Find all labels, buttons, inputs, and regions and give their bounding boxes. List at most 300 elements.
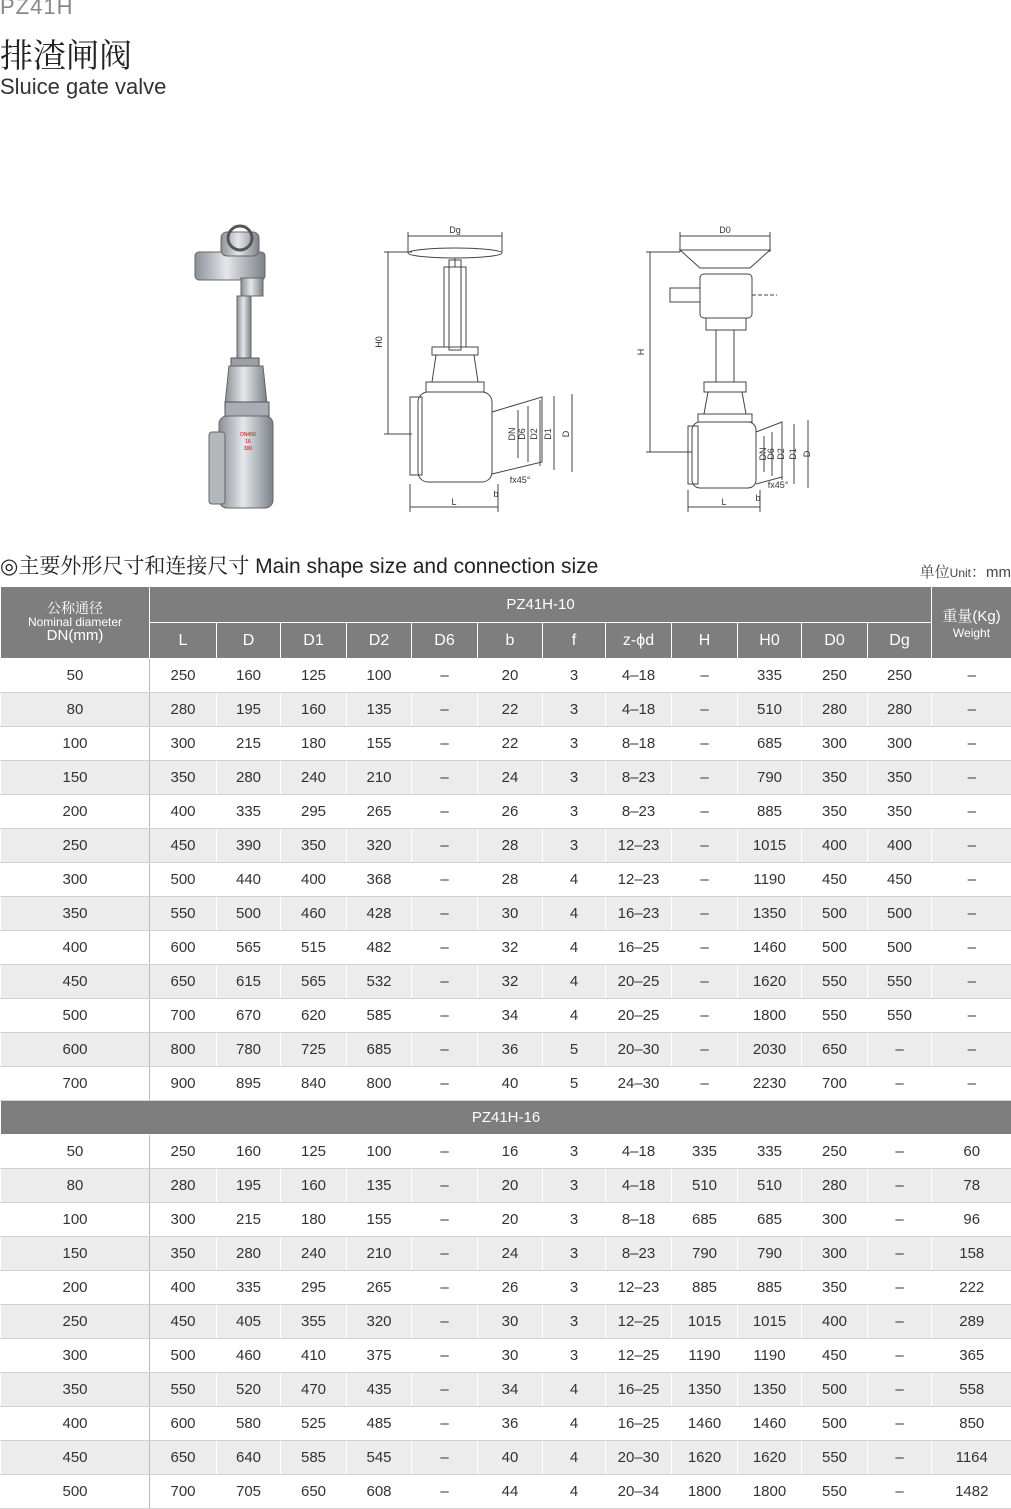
table-cell: 250 [150,659,217,693]
table-cell: 300 [1,863,150,897]
table-cell: – [412,1033,478,1067]
table-cell: 4 [543,999,606,1033]
dim-d2-2: D2 [776,448,786,460]
table-cell: 600 [1,1033,150,1067]
table-cell: 300 [1,1339,150,1373]
table-cell: 195 [217,693,281,727]
table-cell: 1190 [672,1339,738,1373]
table-cell: 580 [217,1407,281,1441]
table-cell: 4 [543,931,606,965]
dim-l: L [451,497,456,507]
table-cell: 355 [281,1305,347,1339]
table-cell: 280 [150,1169,217,1203]
table-cell: 160 [217,1135,281,1169]
table-cell: – [412,693,478,727]
group-title-pz41h-10: PZ41H-10 [150,587,932,623]
table-cell: 28 [478,829,543,863]
table-cell: 350 [150,1237,217,1271]
table-cell: 650 [150,965,217,999]
table-cell: 1460 [738,1407,802,1441]
table-cell: 600 [150,1407,217,1441]
table-cell: 1015 [672,1305,738,1339]
table-row [1,1067,1011,1101]
table-cell: 8–23 [606,795,672,829]
table-cell: 30 [478,897,543,931]
table-cell: – [672,999,738,1033]
table-cell: – [672,795,738,829]
col-header-d2: D2 [347,623,412,659]
table-row [1,1169,1011,1203]
table-cell: 44 [478,1475,543,1509]
table-cell: 350 [802,795,868,829]
table-cell: 40 [478,1067,543,1101]
drawing-actuator [632,222,832,517]
col-header-b: b [478,623,543,659]
table-cell: – [932,897,1011,931]
table-cell: 790 [738,761,802,795]
unit-en: Unit [950,566,971,580]
table-cell: 1350 [738,1373,802,1407]
table-cell: 265 [347,795,412,829]
table-cell: 20–34 [606,1475,672,1509]
table-row [1,1373,1011,1407]
table-cell: 210 [347,761,412,795]
table-row [1,693,1011,727]
drawing-handwheel [372,222,587,517]
table-cell: 705 [217,1475,281,1509]
col-header-d: D [217,623,281,659]
table-cell: 840 [281,1067,347,1101]
table-cell: 24–30 [606,1067,672,1101]
table-cell: 2030 [738,1033,802,1067]
table-cell: 80 [1,1169,150,1203]
dim-b-2: b [755,493,760,503]
table-cell: 16–23 [606,897,672,931]
table-cell: 3 [543,795,606,829]
table-cell: 428 [347,897,412,931]
table-cell: 685 [738,727,802,761]
weight-header-en: Weight [932,626,1011,640]
table-cell: 34 [478,999,543,1033]
table-cell: 545 [347,1441,412,1475]
table-cell: – [672,931,738,965]
table-row [1,1475,1011,1509]
table-cell: 3 [543,659,606,693]
table-cell: 368 [347,863,412,897]
table-cell: 400 [281,863,347,897]
dn-header-cn: 公称通径 [1,601,149,616]
table-cell: – [672,1033,738,1067]
table-cell: 400 [802,1305,868,1339]
table-cell: 350 [1,897,150,931]
table-cell: 550 [802,965,868,999]
table-cell: 550 [868,999,932,1033]
table-cell: 500 [150,863,217,897]
table-cell: 1620 [738,1441,802,1475]
table-cell: 410 [281,1339,347,1373]
table-cell: – [412,1169,478,1203]
table-cell: 1800 [738,999,802,1033]
table-cell: 550 [150,1373,217,1407]
table-cell: 850 [932,1407,1011,1441]
table-cell: 400 [868,829,932,863]
table-cell: 150 [1,1237,150,1271]
dim-dg: Dg [449,225,461,235]
table-cell: 3 [543,1135,606,1169]
table-cell: 550 [802,1475,868,1509]
table-cell: – [932,863,1011,897]
table-cell: 50 [1,659,150,693]
table-cell: 155 [347,1203,412,1237]
table-cell: 565 [217,931,281,965]
table-cell: 400 [150,1271,217,1305]
table-cell: 405 [217,1305,281,1339]
table-row [1,659,1011,693]
table-cell: 78 [932,1169,1011,1203]
table-row [1,897,1011,931]
table-cell: 24 [478,761,543,795]
table-cell: 375 [347,1339,412,1373]
valve-photo [185,222,295,517]
table-cell: – [412,999,478,1033]
table-cell: 30 [478,1305,543,1339]
table-cell: – [412,863,478,897]
table-cell: 280 [802,1169,868,1203]
table-cell: 24 [478,1237,543,1271]
table-cell: 3 [543,1271,606,1305]
table-cell: – [412,795,478,829]
table-cell: 300 [802,727,868,761]
table-cell: 4 [543,965,606,999]
table-cell: 1620 [738,965,802,999]
table-cell: 100 [347,659,412,693]
table-cell: 520 [217,1373,281,1407]
table-cell: 3 [543,1203,606,1237]
table-row [1,1407,1011,1441]
col-header-z-phi-d: z-ϕd [606,623,672,659]
table-cell: 3 [543,727,606,761]
table-cell: – [412,1237,478,1271]
group-title-pz41h-16: PZ41H-16 [1,1101,1011,1135]
table-cell: 450 [868,863,932,897]
table-cell: – [672,659,738,693]
title-chinese: 排渣闸阀 [0,30,132,77]
table-cell: 22 [478,693,543,727]
table-cell: 295 [281,795,347,829]
table-cell: 4 [543,1441,606,1475]
table-cell: 200 [1,1271,150,1305]
table-cell: 8–18 [606,1203,672,1237]
table-cell: 460 [217,1339,281,1373]
table-cell: 350 [150,761,217,795]
table-cell: 450 [802,1339,868,1373]
table-cell: 4 [543,1373,606,1407]
table-cell: – [412,1407,478,1441]
table-cell: 265 [347,1271,412,1305]
table-cell: 1190 [738,863,802,897]
dim-h0: H0 [374,336,384,348]
table-cell: – [412,1339,478,1373]
table-cell: 550 [868,965,932,999]
table-cell: 800 [150,1033,217,1067]
table-cell: 1800 [738,1475,802,1509]
table-row [1,863,1011,897]
table-cell: 12–25 [606,1305,672,1339]
col-header-f: f [543,623,606,659]
table-cell: 125 [281,659,347,693]
table-cell: 685 [672,1203,738,1237]
table-cell: 3 [543,1339,606,1373]
table-cell: 250 [802,1135,868,1169]
table-cell: – [412,1067,478,1101]
table-cell: 12–23 [606,829,672,863]
table-cell: 180 [281,727,347,761]
table-cell: 8–23 [606,1237,672,1271]
table-cell: – [412,965,478,999]
table-cell: – [932,761,1011,795]
table-cell: – [412,1373,478,1407]
col-header-h: H [672,623,738,659]
dim-h: H [636,349,646,356]
table-cell: – [868,1135,932,1169]
table-row [1,727,1011,761]
weight-header-cn: 重量(Kg) [932,605,1011,626]
section-title: ◎主要外形尺寸和连接尺寸 Main shape size and connection size [0,550,598,580]
table-cell: 550 [150,897,217,931]
table-cell: 12–23 [606,1271,672,1305]
table-cell: 485 [347,1407,412,1441]
table-cell: 470 [281,1373,347,1407]
table-cell: 350 [802,761,868,795]
table-cell: – [672,1067,738,1101]
table-cell: 435 [347,1373,412,1407]
table-cell: 640 [217,1441,281,1475]
table-cell: 96 [932,1203,1011,1237]
table-cell: 608 [347,1475,412,1509]
dim-l-2: L [721,497,726,507]
table-cell: – [868,1407,932,1441]
table-cell: 500 [1,999,150,1033]
table-cell: 250 [802,659,868,693]
table-cell: 16–25 [606,1373,672,1407]
table-cell: 300 [150,1203,217,1237]
table-cell: 335 [672,1135,738,1169]
table-cell: – [932,1033,1011,1067]
table-cell: 1164 [932,1441,1011,1475]
dim-d6: D6 [517,428,527,440]
table-cell: 600 [150,931,217,965]
table-cell: 482 [347,931,412,965]
table-cell: 510 [738,1169,802,1203]
table-cell: – [868,1475,932,1509]
table-cell: 4 [543,897,606,931]
col-header-dg: Dg [868,623,932,659]
dim-d-2: D [802,450,812,457]
table-cell: 335 [738,659,802,693]
table-row [1,965,1011,999]
table-cell: 2230 [738,1067,802,1101]
table-cell: 300 [802,1237,868,1271]
table-cell: 885 [672,1271,738,1305]
dim-d1-2: D1 [788,448,798,460]
table-cell: 150 [1,761,150,795]
table-cell: 670 [217,999,281,1033]
dim-d2: D2 [529,428,539,440]
table-cell: 20–25 [606,999,672,1033]
table-cell: 500 [802,931,868,965]
spec-table [0,586,1011,1509]
col-header-d1: D1 [281,623,347,659]
table-cell: 400 [1,931,150,965]
table-cell: – [672,693,738,727]
table-cell: 700 [150,1475,217,1509]
table-cell: 4–18 [606,1135,672,1169]
table-cell: 20–25 [606,965,672,999]
table-cell: 300 [150,727,217,761]
table-cell: 450 [1,965,150,999]
table-cell: 20–30 [606,1033,672,1067]
table-cell: 365 [932,1339,1011,1373]
table-cell: 450 [802,863,868,897]
table-cell: 280 [150,693,217,727]
table-cell: 1015 [738,829,802,863]
table-cell: 40 [478,1441,543,1475]
table-cell: 4 [543,863,606,897]
table-cell: 885 [738,795,802,829]
dim-b: b [493,489,498,499]
table-cell: 4–18 [606,1169,672,1203]
table-cell: – [932,1067,1011,1101]
table-cell: – [672,897,738,931]
table-cell: 1190 [738,1339,802,1373]
table-cell: 3 [543,761,606,795]
table-cell: 210 [347,1237,412,1271]
table-cell: 500 [868,931,932,965]
table-cell: 440 [217,863,281,897]
table-cell: 4–18 [606,659,672,693]
col-header-l: L [150,623,217,659]
table-cell: 450 [1,1441,150,1475]
table-cell: 100 [1,727,150,761]
table-cell: 585 [281,1441,347,1475]
table-cell: 500 [217,897,281,931]
table-cell: – [932,727,1011,761]
table-cell: 320 [347,829,412,863]
table-cell: 685 [347,1033,412,1067]
table-cell: 215 [217,1203,281,1237]
table-cell: – [868,1169,932,1203]
table-cell: 800 [347,1067,412,1101]
title-english: Sluice gate valve [0,74,166,100]
table-cell: – [412,659,478,693]
col-header-d0: D0 [802,623,868,659]
table-cell: 300 [802,1203,868,1237]
table-cell: 500 [802,897,868,931]
table-cell: 30 [478,1339,543,1373]
table-cell: 335 [738,1135,802,1169]
table-cell: 8–18 [606,727,672,761]
col-header-d6: D6 [412,623,478,659]
table-cell: – [412,829,478,863]
table-cell: – [412,761,478,795]
table-cell: 615 [217,965,281,999]
table-cell: – [412,1441,478,1475]
table-cell: 350 [281,829,347,863]
table-cell: 50 [1,1135,150,1169]
table-cell: 295 [281,1271,347,1305]
table-cell: 5 [543,1033,606,1067]
table-cell: 160 [281,1169,347,1203]
table-cell: 350 [1,1373,150,1407]
photo-label-temp: 300 [244,446,253,452]
table-cell: 100 [1,1203,150,1237]
unit-label [920,561,1011,582]
table-row [1,1033,1011,1067]
table-row [1,1305,1011,1339]
table-cell: 160 [217,659,281,693]
dim-chamfer-2: fx45° [768,480,789,490]
dim-d1: D1 [543,428,553,440]
table-cell: 1015 [738,1305,802,1339]
table-row [1,761,1011,795]
table-cell: 1620 [672,1441,738,1475]
table-row [1,829,1011,863]
table-cell: 280 [868,693,932,727]
table-cell: 250 [1,829,150,863]
table-cell: – [412,931,478,965]
table-cell: 36 [478,1407,543,1441]
table-cell: 460 [281,897,347,931]
table-cell: 8–23 [606,761,672,795]
table-cell: 685 [738,1203,802,1237]
table-cell: 12–25 [606,1339,672,1373]
table-cell: 158 [932,1237,1011,1271]
dim-d6-2: D6 [766,448,776,460]
table-cell: – [868,1373,932,1407]
table-cell: – [412,1203,478,1237]
dim-chamfer: fx45° [510,475,531,485]
table-cell: 390 [217,829,281,863]
table-cell: 3 [543,1305,606,1339]
table-cell: 160 [281,693,347,727]
unit-cn: 单位 [920,564,950,581]
dim-d: D [561,430,571,437]
table-row [1,1441,1011,1475]
table-cell: – [932,965,1011,999]
table-cell: – [412,727,478,761]
table-cell: 200 [1,795,150,829]
photo-label-pressure: 16 [245,439,251,445]
pz41h-10-rows [1,659,1011,1101]
table-cell: 280 [217,761,281,795]
table-cell: 240 [281,761,347,795]
table-cell: 500 [802,1373,868,1407]
unit-value: ：mm [971,564,1011,581]
table-cell: 20 [478,1169,543,1203]
table-cell: 550 [802,1441,868,1475]
table-cell: 895 [217,1067,281,1101]
table-cell: – [868,1305,932,1339]
table-cell: 20 [478,1203,543,1237]
table-cell: – [932,931,1011,965]
table-cell: 5 [543,1067,606,1101]
pz41h-16-rows [1,1135,1011,1509]
table-cell: 450 [150,1305,217,1339]
table-cell: – [412,897,478,931]
table-cell: 350 [802,1271,868,1305]
table-cell: 26 [478,1271,543,1305]
table-cell: – [868,1271,932,1305]
